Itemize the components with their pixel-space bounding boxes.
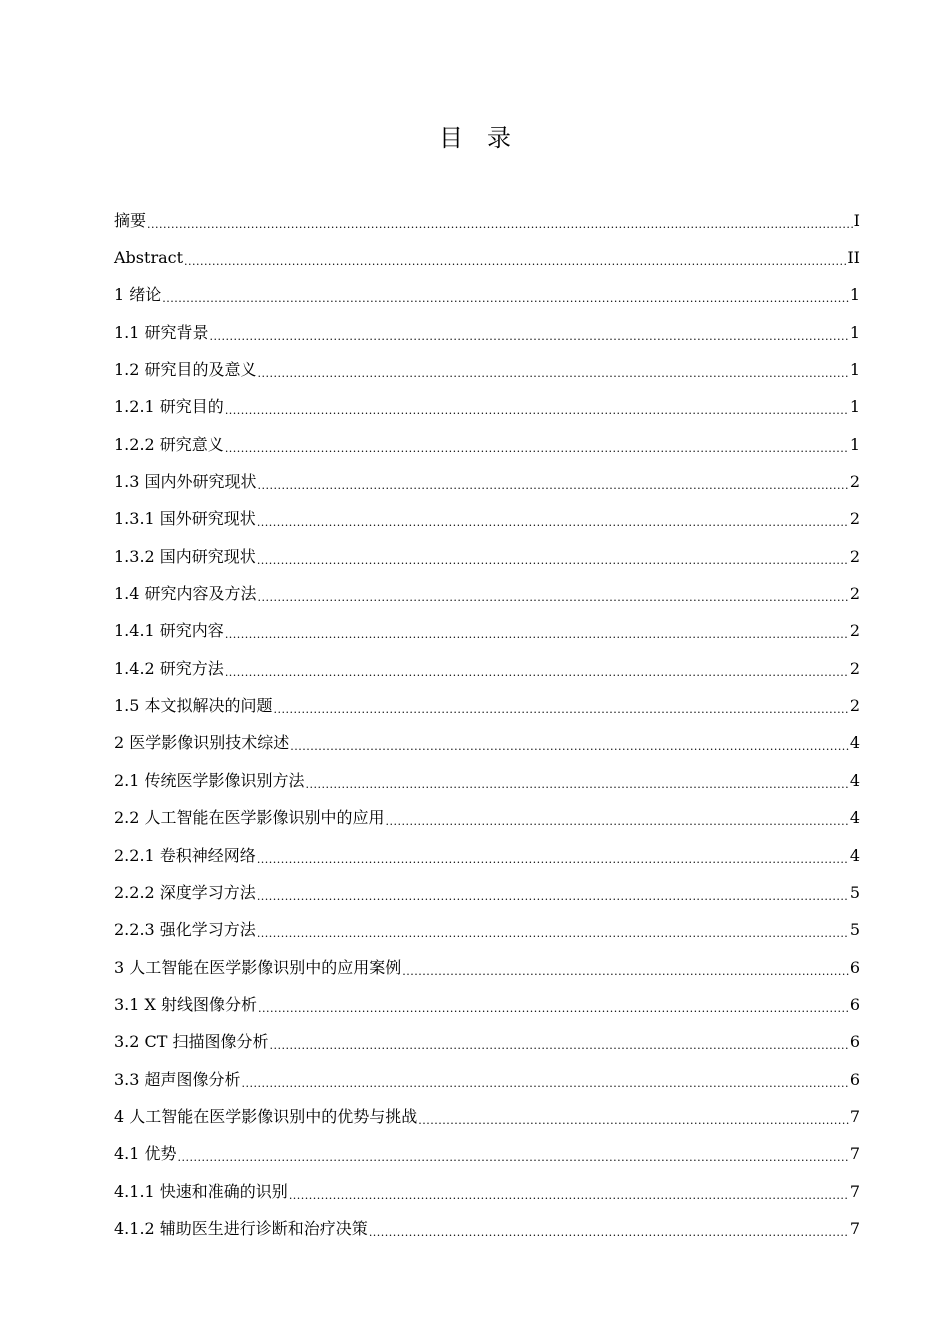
toc-entry-label: 1 绪论 — [114, 285, 162, 305]
toc-dot-leader — [386, 812, 849, 832]
toc-entry[interactable] — [114, 1136, 860, 1173]
toc-entry-label: 3 人工智能在医学影像识别中的应用案例 — [114, 957, 402, 977]
toc-entry-label: 4 人工智能在医学影像识别中的优势与挑战 — [114, 1106, 418, 1126]
toc-dot-leader — [178, 1148, 849, 1168]
toc-entry[interactable] — [114, 986, 860, 1023]
toc-entry-page-number: 1 — [849, 360, 860, 380]
toc-entry[interactable] — [114, 912, 860, 949]
toc-entry-page-number: 4 — [849, 733, 860, 753]
toc-entry[interactable] — [114, 277, 860, 314]
table-of-contents — [114, 202, 860, 1248]
toc-entry[interactable] — [114, 463, 860, 500]
toc-dot-leader — [257, 924, 849, 944]
toc-dot-leader — [270, 1036, 849, 1056]
toc-entry[interactable] — [114, 389, 860, 426]
toc-entry-page-number: 6 — [849, 994, 860, 1014]
toc-entry-page-number: 2 — [849, 509, 860, 529]
toc-entry-label: 4.1.1 快速和准确的识别 — [114, 1181, 288, 1201]
toc-entry-label: 4.1.2 辅助医生进行诊断和治疗决策 — [114, 1218, 368, 1238]
toc-dot-leader — [402, 962, 849, 982]
toc-entry-page-number: 2 — [849, 584, 860, 604]
toc-dot-leader — [162, 289, 849, 309]
toc-entry-label: 1.2 研究目的及意义 — [114, 360, 257, 380]
toc-dot-leader — [257, 513, 849, 533]
toc-entry-page-number: 7 — [849, 1106, 860, 1126]
toc-entry[interactable] — [114, 575, 860, 612]
toc-entry-label: 1.3.2 国内研究现状 — [114, 546, 256, 566]
toc-entry[interactable] — [114, 725, 860, 762]
toc-entry-label: 2 医学影像识别技术综述 — [114, 733, 290, 753]
toc-entry[interactable] — [114, 351, 860, 388]
toc-entry-page-number: 2 — [849, 621, 860, 641]
toc-dot-leader — [257, 850, 849, 870]
toc-entry-page-number: II — [847, 248, 860, 268]
toc-entry-page-number: 1 — [849, 434, 860, 454]
toc-entry-page-number: 7 — [849, 1218, 860, 1238]
toc-entry[interactable] — [114, 949, 860, 986]
toc-entry-page-number: 5 — [849, 920, 860, 940]
toc-entry[interactable] — [114, 314, 860, 351]
toc-dot-leader — [242, 1074, 849, 1094]
toc-entry-page-number: 1 — [849, 285, 860, 305]
toc-entry[interactable] — [114, 613, 860, 650]
toc-entry[interactable] — [114, 501, 860, 538]
toc-entry-label: 1.5 本文拟解决的问题 — [114, 696, 273, 716]
toc-entry-label: 1.2.2 研究意义 — [114, 434, 224, 454]
toc-entry-page-number: 5 — [849, 882, 860, 902]
toc-dot-leader — [274, 700, 849, 720]
toc-entry[interactable] — [114, 1024, 860, 1061]
toc-entry-page-number: 4 — [849, 808, 860, 828]
toc-entry-page-number: 6 — [849, 957, 860, 977]
toc-entry-page-number: 7 — [849, 1144, 860, 1164]
toc-dot-leader — [225, 663, 849, 683]
toc-entry[interactable] — [114, 837, 860, 874]
toc-dot-leader — [369, 1223, 849, 1243]
toc-dot-leader — [257, 551, 849, 571]
toc-entry-label: 3.3 超声图像分析 — [114, 1069, 241, 1089]
toc-entry[interactable] — [114, 650, 860, 687]
toc-entry[interactable] — [114, 800, 860, 837]
toc-dot-leader — [258, 999, 849, 1019]
toc-entry-page-number: 2 — [849, 696, 860, 716]
toc-entry-page-number: 6 — [849, 1032, 860, 1052]
toc-entry-page-number: 6 — [849, 1069, 860, 1089]
toc-entry-label: 1.3.1 国外研究现状 — [114, 509, 256, 529]
toc-entry[interactable] — [114, 874, 860, 911]
toc-dot-leader — [225, 401, 849, 421]
toc-entry[interactable] — [114, 1098, 860, 1135]
toc-entry-label: 1.4 研究内容及方法 — [114, 584, 257, 604]
toc-entry-page-number: 1 — [849, 322, 860, 342]
toc-dot-leader — [184, 252, 846, 272]
toc-entry-page-number: 4 — [849, 770, 860, 790]
toc-dot-leader — [290, 737, 849, 757]
page-title: 目录 — [439, 124, 535, 152]
toc-entry-page-number: I — [853, 210, 860, 230]
toc-entry-page-number: 2 — [849, 546, 860, 566]
toc-entry-label: 1.2.1 研究目的 — [114, 397, 224, 417]
toc-entry-label: 摘要 — [114, 210, 147, 230]
toc-dot-leader — [418, 1111, 849, 1131]
toc-entry-label: Abstract — [114, 248, 184, 268]
toc-entry[interactable] — [114, 1210, 860, 1247]
toc-entry[interactable] — [114, 1173, 860, 1210]
toc-dot-leader — [225, 625, 849, 645]
toc-dot-leader — [225, 439, 849, 459]
toc-dot-leader — [147, 215, 853, 235]
toc-entry-label: 2.2.1 卷积神经网络 — [114, 845, 256, 865]
toc-entry[interactable] — [114, 687, 860, 724]
toc-entry-label: 2.2.2 深度学习方法 — [114, 882, 256, 902]
toc-dot-leader — [258, 476, 849, 496]
toc-entry-page-number: 2 — [849, 472, 860, 492]
toc-entry[interactable] — [114, 538, 860, 575]
toc-entry[interactable] — [114, 762, 860, 799]
toc-entry-label: 2.2 人工智能在医学影像识别中的应用 — [114, 808, 385, 828]
toc-dot-leader — [258, 588, 849, 608]
toc-entry[interactable] — [114, 239, 860, 276]
toc-entry-page-number: 4 — [849, 845, 860, 865]
toc-entry-label: 1.3 国内外研究现状 — [114, 472, 257, 492]
toc-dot-leader — [289, 1186, 849, 1206]
toc-entry-label: 3.1 X 射线图像分析 — [114, 994, 258, 1014]
toc-entry-label: 1.4.2 研究方法 — [114, 658, 224, 678]
toc-dot-leader — [306, 775, 849, 795]
toc-entry-label: 1.4.1 研究内容 — [114, 621, 224, 641]
toc-entry-page-number: 7 — [849, 1181, 860, 1201]
toc-entry[interactable] — [114, 1061, 860, 1098]
toc-entry-label: 4.1 优势 — [114, 1144, 177, 1164]
toc-entry[interactable] — [114, 202, 860, 239]
toc-dot-leader — [210, 327, 849, 347]
toc-entry-label: 2.1 传统医学影像识别方法 — [114, 770, 305, 790]
toc-entry-label: 2.2.3 强化学习方法 — [114, 920, 256, 940]
toc-dot-leader — [258, 364, 849, 384]
toc-entry[interactable] — [114, 426, 860, 463]
toc-dot-leader — [257, 887, 849, 907]
toc-entry-page-number: 1 — [849, 397, 860, 417]
toc-entry-label: 1.1 研究背景 — [114, 322, 209, 342]
toc-entry-label: 3.2 CT 扫描图像分析 — [114, 1032, 269, 1052]
toc-entry-page-number: 2 — [849, 658, 860, 678]
